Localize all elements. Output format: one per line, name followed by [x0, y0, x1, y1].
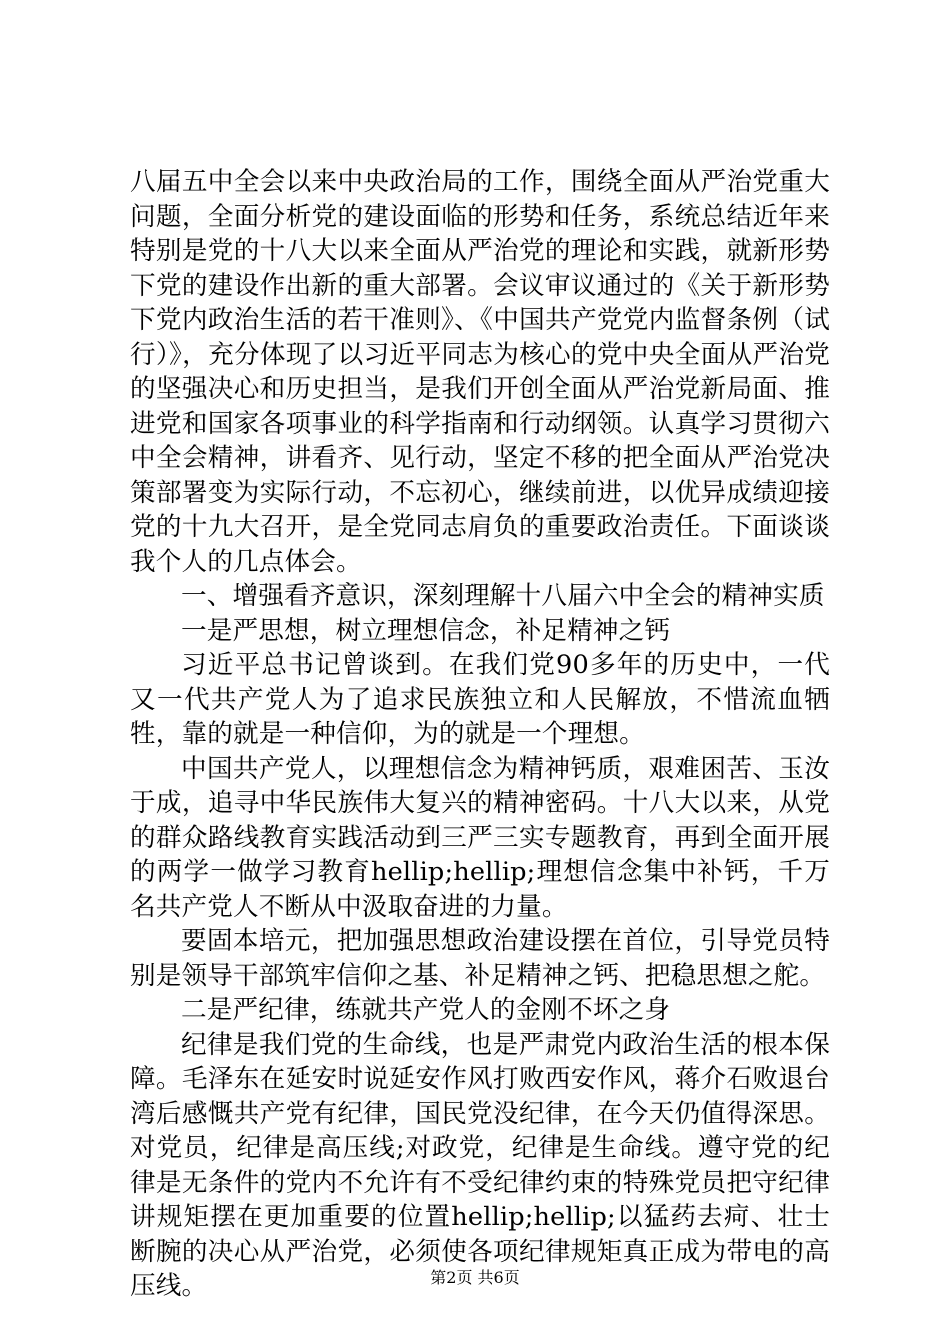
- page-footer: [0, 1268, 950, 1288]
- paragraph-4: 要固本培元，把加强思想政治建设摆在首位，引导党员特别是领导干部筑牢信仰之基、补足精神之钙、把稳思想之舵。: [130, 926, 830, 991]
- page-number-label: 第2页 共6页: [430, 1268, 520, 1287]
- paragraph-5: 纪律是我们党的生命线，也是严肃党内政治生活的根本保障。毛泽东在延安时说延安作风打败西安作风，蒋介石败退台湾后感慨共产党有纪律，国民党没纪律，在今天仍值得深思。对党员，纪律是高压线;对政党，纪律是生命线。遵守党的纪律是无条件的党内不允许有不受纪律约束的特殊党员把守纪律讲规矩摆在更加重要的位置hellip;hellip;以猛药去疴、壮士断腕的决心从严治党，必须使各项纪律规矩真正成为带电的高压线。: [130, 1029, 830, 1301]
- subheading-1: 一是严思想，树立理想信念，补足精神之钙: [181, 615, 671, 646]
- document-body: [130, 165, 830, 1304]
- subheading-2: 二是严纪律，练就共产党人的金刚不坏之身: [181, 995, 671, 1025]
- paragraph-2: 习近平总书记曾谈到。在我们党90多年的历史中，一代又一代共产党人为了追求民族独立和人民解放，不惜流血牺牲，靠的就是一种信仰，为的就是一个理想。: [130, 650, 830, 749]
- paragraph-1: 八届五中全会以来中央政治局的工作，围绕全面从严治党重大问题，全面分析党的建设面临的形势和任务，系统总结近年来特别是党的十八大以来全面从严治党的理论和实践，就新形势下党的建设作出新的重大部署。会议审议通过的《关于新形势下党内政治生活的若干准则》、《中国共产党党内监督条例（试行）》，充分体现了以习近平同志为核心的党中央全面从严治党的坚强决心和历史担当，是我们开创全面从严治党新局面、推进党和国家各项事业的科学指南和行动纲领。认真学习贯彻六中全会精神，讲看齐、见行动，坚定不移的把全面从严治党决策部署变为实际行动，不忘初心，继续前进，以优异成绩迎接党的十九大召开，是全党同志肩负的重要政治责任。下面谈谈我个人的几点体会。: [130, 167, 830, 577]
- section-heading-1: 一、增强看齐意识，深刻理解十八届六中全会的精神实质: [181, 581, 825, 611]
- paragraph-3: 中国共产党人，以理想信念为精神钙质，艰难困苦、玉汝于成，追寻中华民族伟大复兴的精神密码。十八大以来，从党的群众路线教育实践活动到三严三实专题教育，再到全面开展的两学一做学习教育hellip;hellip;理想信念集中补钙，千万名共产党人不断从中汲取奋进的力量。: [130, 753, 830, 922]
